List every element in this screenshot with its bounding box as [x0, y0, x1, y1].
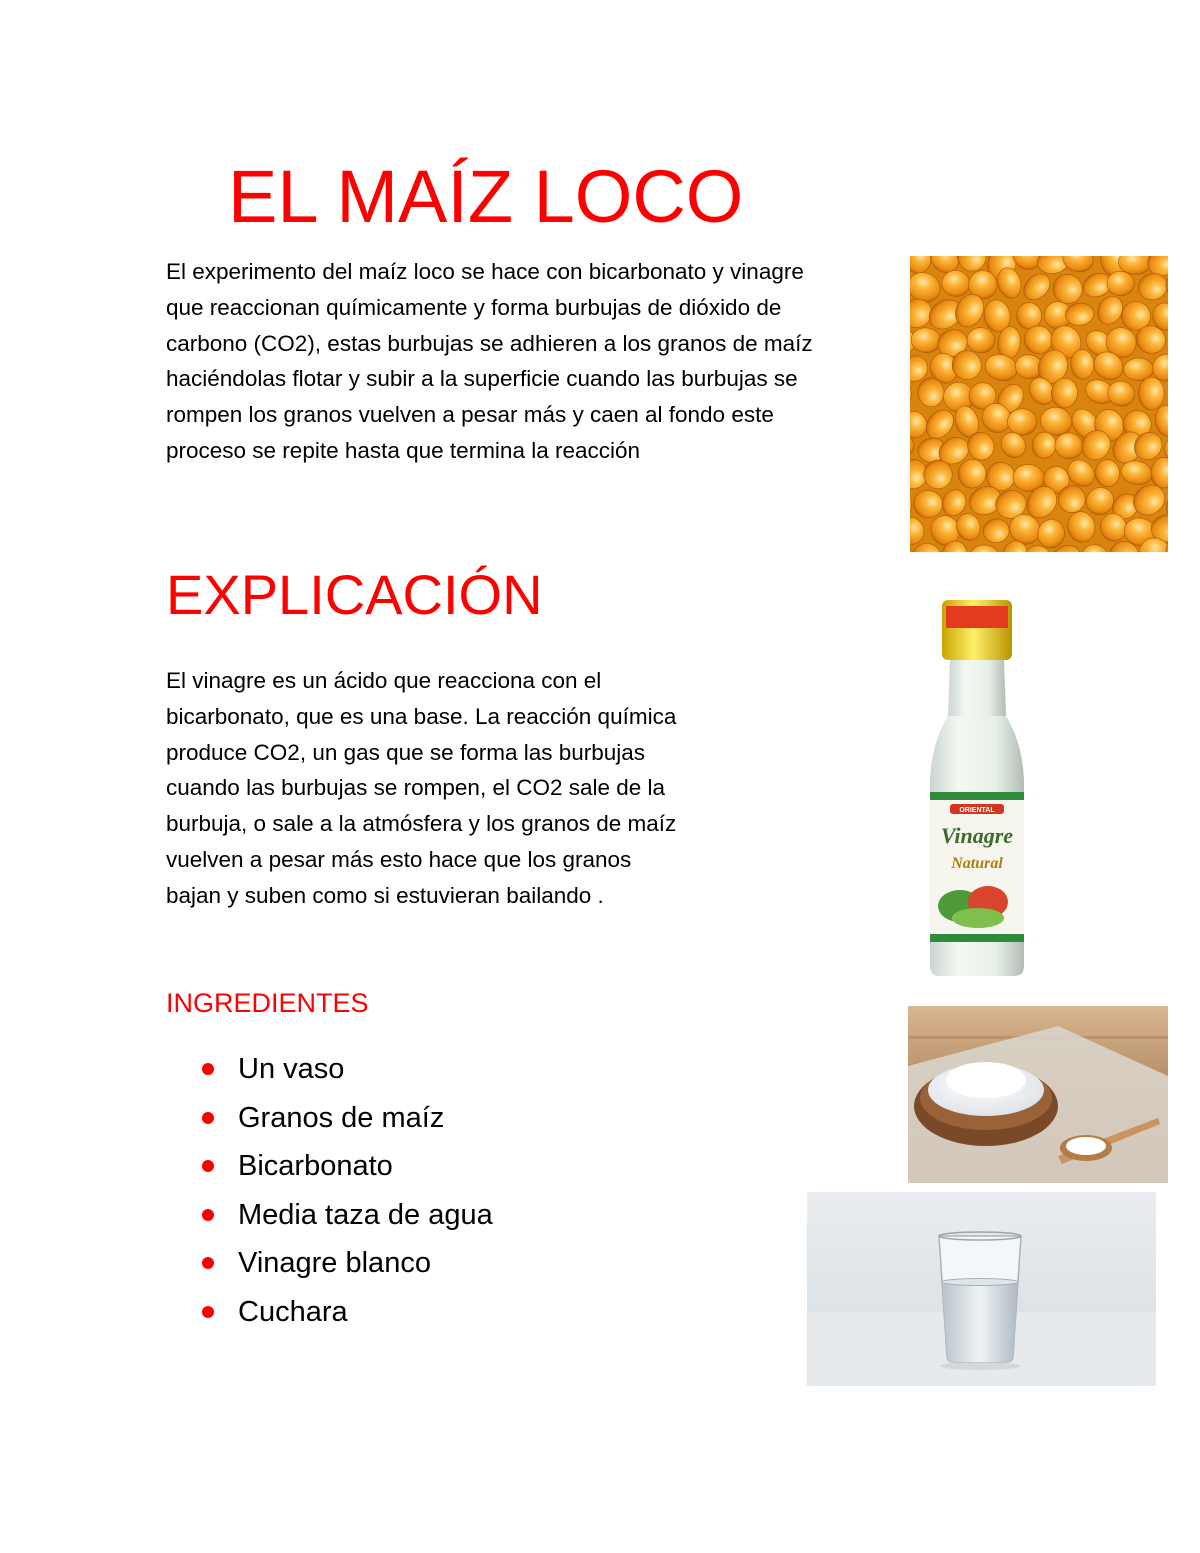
bullet-icon [202, 1257, 214, 1269]
explanation-line: El vinagre es un ácido que reacciona con el [166, 668, 602, 693]
ingredient-text: Vinagre blanco [238, 1247, 431, 1279]
bullet-icon [202, 1112, 214, 1124]
list-item [200, 1097, 493, 1146]
intro-paragraph [166, 254, 896, 469]
bullet-icon [202, 1160, 214, 1172]
corn-kernel-shape [918, 378, 945, 407]
explanation-line: bajan y suben como si estuvieran bailando . [166, 882, 604, 908]
explanation-line: vuelven a pesar más esto hace que los granos [166, 846, 632, 872]
ingredient-text: Granos de maíz [238, 1101, 445, 1134]
bullet-icon [202, 1306, 214, 1318]
explanation-paragraph [166, 663, 766, 914]
vinegar-product-text: Vinagre [940, 823, 1014, 848]
ingredient-text: Media taza de agua [238, 1198, 493, 1231]
list-item [200, 1194, 493, 1243]
vinegar-subtitle-text: Natural [951, 855, 1003, 872]
water-glass-image [807, 1192, 1156, 1386]
intro-line: que reaccionan químicamente y forma burbujas de dióxido de [166, 294, 782, 320]
list-item [200, 1242, 493, 1291]
ingredients-heading: INGREDIENTES [166, 988, 369, 1018]
bullet-icon [202, 1063, 214, 1075]
explanation-line: cuando las burbujas se rompen, el CO2 sale de la [166, 775, 666, 801]
intro-line: rompen los granos vuelven a pesar más y caen al fondo este [166, 402, 774, 428]
explanation-heading: EXPLICACIÓN [166, 563, 543, 626]
list-item [200, 1145, 493, 1194]
vinegar-brand-text: ORIENTAL [959, 807, 995, 814]
explanation-line: bicarbonato, que es una base. La reacción química [166, 703, 677, 729]
intro-line: haciéndolas flotar y subir a la superficie cuando las burbujas se [166, 366, 798, 392]
intro-line: proceso se repite hasta que termina la reacción [166, 437, 641, 463]
ingredient-text: Un vaso [238, 1053, 345, 1085]
corn-kernel-shape [1024, 326, 1052, 354]
list-item [200, 1048, 493, 1097]
explanation-line: burbuja, o sale a la atmósfera y los granos de maíz [166, 811, 677, 837]
bullet-icon [202, 1209, 214, 1221]
corn-kernels-image [910, 256, 1168, 552]
baking-soda-image [908, 1006, 1168, 1183]
explanation-line: produce CO2, un gas que se forma las burbujas [166, 739, 646, 765]
intro-line: El experimento del maíz loco se hace con bicarbonato y vinagre [166, 259, 804, 284]
ingredient-text: Bicarbonato [238, 1150, 393, 1182]
ingredient-text: Cuchara [238, 1295, 348, 1328]
page-title: EL MAÍZ LOCO [228, 155, 744, 238]
ingredients-list [200, 1048, 493, 1339]
list-item [200, 1291, 493, 1340]
intro-line: carbono (CO2), estas burbujas se adhieren a los granos de maíz [166, 330, 813, 356]
vinegar-bottle-image [920, 596, 1034, 980]
